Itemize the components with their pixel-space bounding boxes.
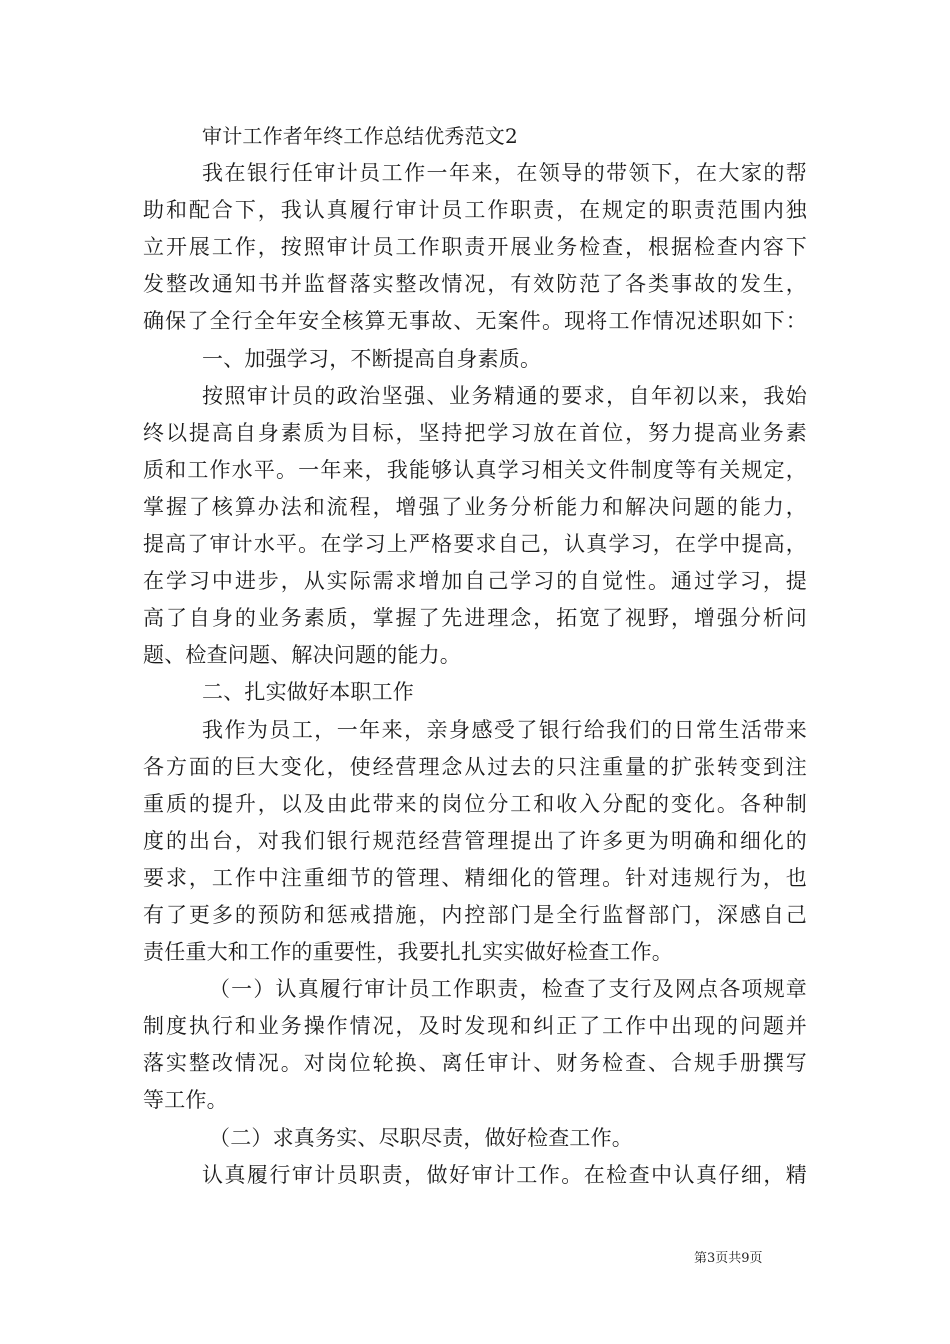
body-text-line: 掌握了核算办法和流程，增强了业务分析能力和解决问题的能力，	[143, 494, 807, 519]
body-text-line: 题、检查问题、解决问题的能力。	[143, 643, 461, 668]
body-text-line: 发整改通知书并监督落实整改情况，有效防范了各类事故的发生，	[143, 272, 807, 297]
body-text-line: 要求，工作中注重细节的管理、精细化的管理。针对违规行为，也	[143, 865, 807, 890]
body-text-line: 认真履行审计员职责，做好审计工作。在检查中认真仔细，精	[202, 1162, 807, 1187]
body-text-line: 我作为员工，一年来，亲身感受了银行给我们的日常生活带来	[202, 717, 807, 742]
body-text-line: 责任重大和工作的重要性，我要扎扎实实做好检查工作。	[143, 940, 673, 965]
body-text-line: 各方面的巨大变化，使经营理念从过去的只注重量的扩张转变到注	[143, 754, 807, 779]
body-text-line: 落实整改情况。对岗位轮换、离任审计、财务检查、合规手册撰写	[143, 1051, 807, 1076]
body-text-line: 一、加强学习，不断提高自身素质。	[202, 346, 542, 371]
body-text-line: 按照审计员的政治坚强、业务精通的要求，自年初以来，我始	[202, 383, 807, 408]
body-text-line: 立开展工作，按照审计员工作职责开展业务检查，根据检查内容下	[143, 235, 807, 260]
body-text-line: 在学习中进步，从实际需求增加自己学习的自觉性。通过学习，提	[143, 569, 807, 594]
document-body	[143, 118, 807, 1194]
body-text-line: 助和配合下，我认真履行审计员工作职责，在规定的职责范围内独	[143, 198, 807, 223]
body-text-line: 质和工作水平。一年来，我能够认真学习相关文件制度等有关规定，	[143, 457, 807, 482]
body-text-line: 制度执行和业务操作情况，及时发现和纠正了工作中出现的问题并	[143, 1014, 807, 1039]
body-text-line: 我在银行任审计员工作一年来，在领导的带领下，在大家的帮	[202, 161, 807, 186]
body-text-line: 度的出台，对我们银行规范经营管理提出了许多更为明确和细化的	[143, 828, 807, 853]
body-text-line: 二、扎实做好本职工作	[202, 680, 414, 705]
body-text-line: 确保了全行全年安全核算无事故、无案件。现将工作情况述职如下：	[143, 309, 807, 334]
body-text-line: （二）求真务实、尽职尽责，做好检查工作。	[209, 1125, 633, 1150]
page-number-footer: 第3页共9页	[694, 1251, 763, 1266]
document-title: 审计工作者年终工作总结优秀范文2	[202, 124, 518, 148]
body-text-line: 有了更多的预防和惩戒措施，内控部门是全行监督部门，深感自己	[143, 902, 807, 927]
body-text-line: 等工作。	[143, 1088, 228, 1113]
body-text-line: 终以提高自身素质为目标，坚持把学习放在首位，努力提高业务素	[143, 420, 807, 445]
body-text-line: 提高了审计水平。在学习上严格要求自己，认真学习，在学中提高，	[143, 532, 807, 557]
body-text-line: 重质的提升，以及由此带来的岗位分工和收入分配的变化。各种制	[143, 791, 807, 816]
body-text-line: 高了自身的业务素质，掌握了先进理念，拓宽了视野，增强分析问	[143, 606, 807, 631]
body-text-line: （一）认真履行审计员工作职责，检查了支行及网点各项规章	[209, 977, 807, 1002]
